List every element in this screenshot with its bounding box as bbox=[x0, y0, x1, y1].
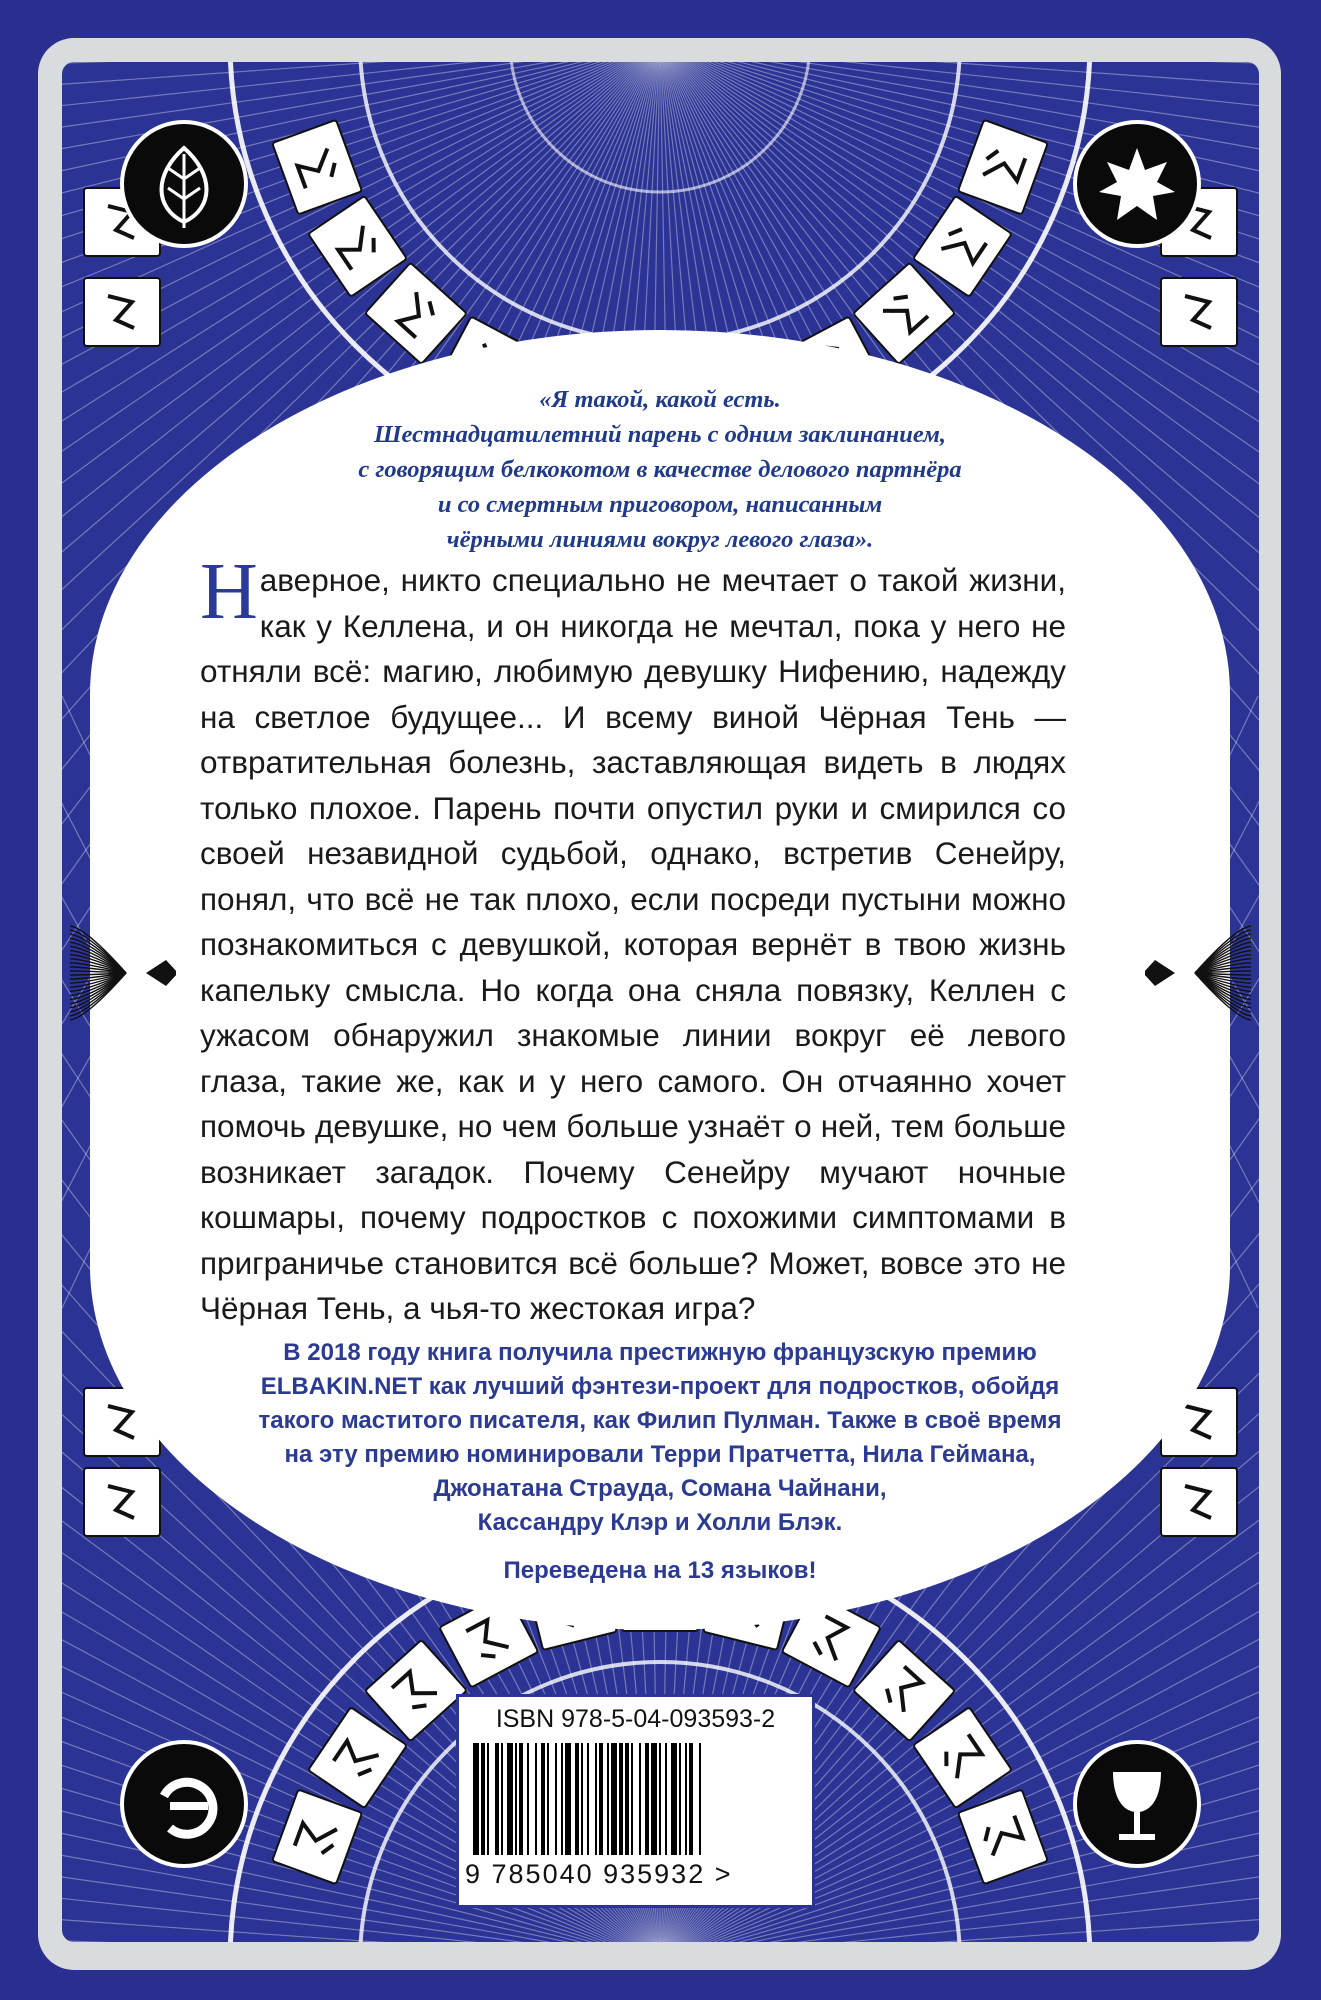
award-note bbox=[180, 1336, 1140, 1540]
right-ornament bbox=[1145, 918, 1255, 1028]
star-icon bbox=[1073, 120, 1201, 248]
award-line: на эту премию номинировали Терри Пратчетта, Нила Геймана, bbox=[284, 1441, 1036, 1468]
award-line: Кассандру Клэр и Холли Блэк. bbox=[477, 1509, 843, 1536]
description-text: аверное, никто специально не мечтает о такой жизни, как у Келлена, и он никогда не мечтал, пока у него не отняли всё: магию, любимую девушку Нифению, надежду на светлое будущее... И всему виной Чёрная Тень — отвратительная болезнь, заставляющая видеть в людях только плохое. Парень почти опустил руки и смирился со своей незавидной судьбой, однако, встретив Сенейру, понял, что всё не так плохо, если посреди пустыни можно познакомиться с девушкой, которая вернёт в твою жизнь капельку смысла. Но когда она сняла повязку, Келлен с ужасом обнаружил знакомые линии вокруг её левого глаза, такие же, как и у него самого. Он отчаянно хочет помочь девушке, но чем больше узнаёт о ней, тем больше возникает загадок. Почему Сенейру мучают ночные кошмары, почему подростков с похожими симптомами в приграничье становится всё больше? Может, вовсе это не Чёрная Тень, а чья-то жестокая игра? bbox=[200, 562, 1066, 1326]
isbn-label: ISBN 978-5-04-093593-2 bbox=[495, 1705, 776, 1733]
award-line: Джонатана Страуда, Сомана Чайнани, bbox=[433, 1475, 887, 1502]
leaf-icon bbox=[120, 120, 248, 248]
barcode-digits: 9 785040 935932 > bbox=[465, 1859, 733, 1889]
chalice-icon bbox=[1073, 1740, 1201, 1868]
quote-line: «Я такой, какой есть. bbox=[539, 386, 781, 413]
book-description bbox=[200, 548, 1066, 1332]
left-ornament bbox=[66, 918, 176, 1028]
drop-cap: Н bbox=[200, 548, 258, 636]
quote-line: Шестнадцатилетний парень с одним заклинанием, bbox=[373, 421, 947, 448]
barcode bbox=[471, 1743, 801, 1859]
quote-line: чёрными линиями вокруг левого глаза». bbox=[446, 526, 874, 553]
epigraph-quote bbox=[170, 382, 1150, 557]
isbn-barcode-box bbox=[456, 1694, 815, 1908]
quote-line: с говорящим белкокотом в качестве делового партнёра bbox=[358, 456, 962, 483]
publisher-logo-icon bbox=[120, 1740, 248, 1868]
translations-note: Переведена на 13 языков! bbox=[503, 1557, 817, 1584]
award-line: ELBAKIN.NET как лучший фэнтези-проект для подростков, обойдя bbox=[260, 1373, 1060, 1400]
award-line: такого маститого писателя, как Филип Пулман. Также в своё время bbox=[258, 1407, 1062, 1434]
quote-line: и со смертным приговором, написанным bbox=[437, 491, 883, 518]
award-line: В 2018 году книга получила престижную французскую премию bbox=[283, 1339, 1037, 1366]
